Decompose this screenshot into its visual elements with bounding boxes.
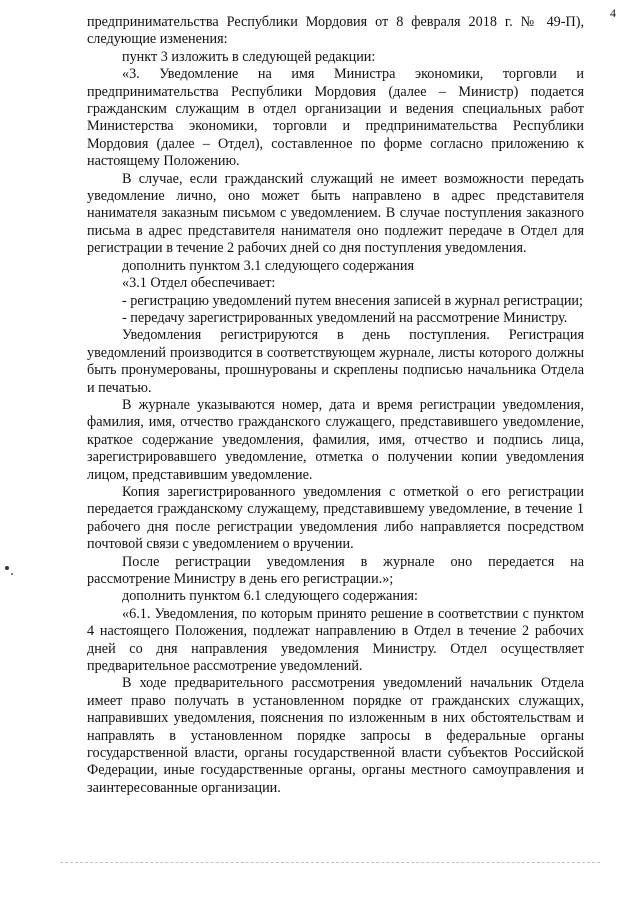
scan-mark — [11, 573, 13, 575]
paragraph: Копия зарегистрированного уведомления с отметкой о его регистрации передается гражданскому служащему, представившему уведомление, в течение 1 рабочего дня после регистрации уведомления либо направляется посредством почтовой связи с уведомлением о вручении. — [87, 483, 584, 553]
paragraph: дополнить пунктом 3.1 следующего содержания — [122, 257, 415, 274]
paragraph: В ходе предварительного рассмотрения уведомлений начальник Отдела имеет право получать в установленном порядке от гражданских служащих, направивших уведомления, пояснения по изложенным в них обстоятельствам и направлять в установленном порядке запросы в федеральные органы государственной власти, органы государственной власти субъектов Российской Федерации, иные государственные органы, органы местного самоуправления и заинтересованные организации. — [87, 675, 584, 796]
paragraph: - передачу зарегистрированных уведомлений на рассмотрение Министру. — [122, 309, 568, 326]
paragraph: «6.1. Уведомления, по которым принято решение в соответствии с пунктом 4 настоящего Положения, подлежат направлению в Отдел в течение 2 рабочих дней со дня направления уведомления Министру. Отдел осуществляет предварительное рассмотрение уведомлений. — [87, 605, 584, 675]
paragraph: После регистрации уведомления в журнале оно передается на рассмотрение Министру в день его регистрации.»; — [87, 553, 584, 587]
paragraph: Уведомления регистрируются в день поступления. Регистрация уведомлений производится в соответствующем журнале, листы которого должны быть пронумерованы, прошнурованы и скреплены подписью начальника Отдела и печатью. — [87, 327, 584, 396]
paragraph: «3. Уведомление на имя Министра экономики, торговли и предпринимательства Республики Мордовия (далее – Министр) подается гражданским служащим в отдел организации и ведения специальных работ Министерства экономики, торговли и предпринимательства Республики Мордовия (далее – Отдел), составленное по форме согласно приложению к настоящему Положению. — [87, 66, 584, 170]
paragraph: пункт 3 изложить в следующей редакции: — [122, 48, 376, 65]
scan-mark — [5, 566, 9, 570]
paragraph: - регистрацию уведомлений путем внесения записей в журнал регистрации; — [122, 292, 583, 309]
paragraph: В журнале указываются номер, дата и время регистрации уведомления, фамилия, имя, отчество гражданского служащего, представившего уведомление, краткое содержание уведомления, фамилия, имя, отчество и подпись лица, зарегистрировавшего уведомление, отметка о получении копии уведомления лицом, представившим уведомление. — [87, 396, 584, 483]
paragraph: «3.1 Отдел обеспечивает: — [122, 275, 276, 292]
page-number: 4 — [610, 6, 616, 20]
paragraph: дополнить пунктом 6.1 следующего содержания: — [122, 588, 418, 605]
paragraph: В случае, если гражданский служащий не имеет возможности передать уведомление лично, оно может быть направлено в адрес представителя нанимателя заказным письмом с уведомлением. В случае поступления заказного письма в адрес представителя нанимателя оно подлежит передаче в Отдел для регистрации в течение 2 рабочих дней со дня поступления уведомления. — [87, 170, 584, 257]
paragraph: предпринимательства Республики Мордовия от 8 февраля 2018 г. № 49-П), следующие изменения: — [87, 14, 584, 48]
document-body — [87, 14, 584, 797]
scan-artifact-line — [60, 862, 600, 866]
